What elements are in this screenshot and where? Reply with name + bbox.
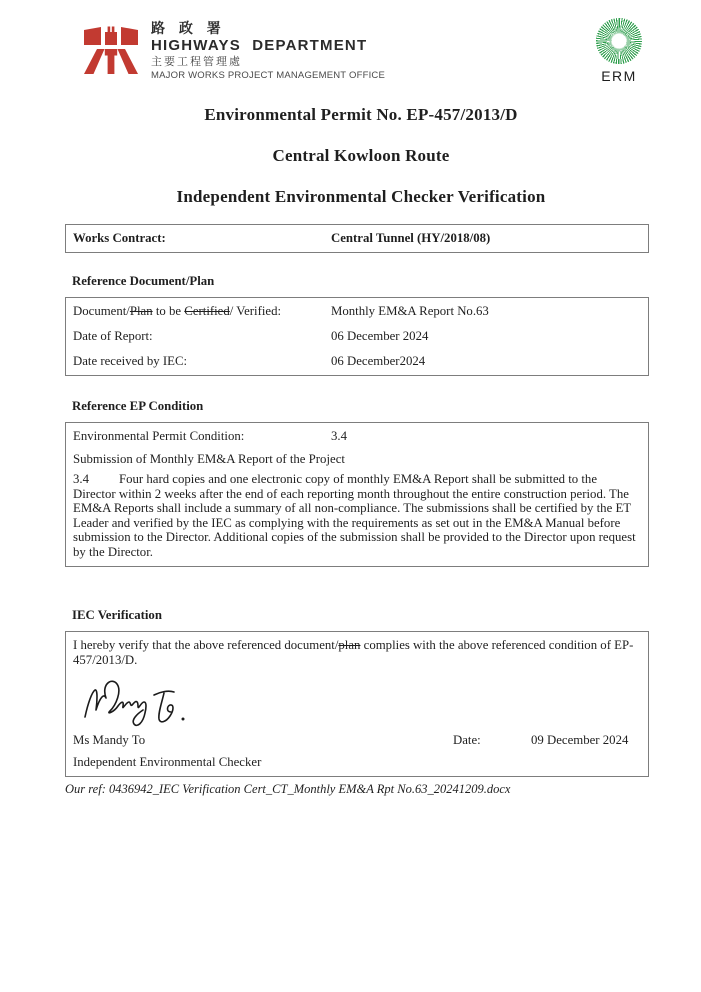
document-type-title: Independent Environmental Checker Verification [176,187,546,206]
signatory-title: Independent Environmental Checker [73,754,262,769]
works-contract-value: Central Tunnel (HY/2018/08) [331,231,491,245]
signature-handwriting [77,675,227,731]
date-value: 09 December 2024 [531,732,629,747]
our-ref-line: Our ref: 0436942_IEC Verification Cert_CT_Monthly EM&A Rpt No.63_20241209.docx [65,782,511,796]
hyd-chinese-name: 路 政 署 [151,20,226,36]
erm-logo [589,18,649,84]
verification-statement: I hereby verify that the above referenced document/plan complies with the above referenced condition of EP-457/2013/D. [73,637,634,668]
ep-condition-value: 3.4 [331,429,347,443]
document-to-be-verified-value: Monthly EM&A Report No.63 [331,304,489,318]
date-received-row [73,354,641,369]
works-contract-row [73,231,641,246]
works-contract-label: Works Contract: [73,231,166,245]
permit-number-title: Environmental Permit No. EP-457/2013/D [204,105,518,124]
clause-text: Four hard copies and one electronic copy of monthly EM&A Report shall be submitted to the Director within 2 weeks after the end of each reporting month throughout the entire construction period. The EM&A Reports shall include a summary of all non-compliance. The submissions shall be certified by the ET Leader and verified by the IEC as complying with the requirements as set out in the EM&A Manual before submission to the Director. Additional copies of the submission shall be provided to the Director upon request by the Director. [73,472,636,559]
reference-document-heading: Reference Document/Plan [72,274,215,288]
highways-department-logo [80,18,385,85]
project-title: Central Kowloon Route [272,146,450,165]
date-of-report-row [73,329,641,344]
signatory-row [73,733,641,749]
date-label: Date: [453,732,481,747]
hyd-english-office: MAJOR WORKS PROJECT MANAGEMENT OFFICE [151,69,386,81]
document-header [80,18,649,85]
ep-condition-subtitle: Submission of Monthly EM&A Report of the Project [73,452,345,466]
works-contract-box [65,224,649,253]
ep-condition-row [73,429,641,444]
hyd-chinese-office: 主要工程管理處 [151,56,242,69]
ep-condition-clause [73,472,641,560]
document-to-be-verified-label: Document/Plan to be Certified/ Verified: [73,304,282,318]
ep-condition-label: Environmental Permit Condition: [73,429,245,443]
reference-document-box [65,297,649,376]
iec-verification-heading: IEC Verification [72,607,162,622]
reference-ep-condition-box [65,422,649,567]
reference-ep-condition-heading: Reference EP Condition [72,399,204,413]
date-of-report-value: 06 December 2024 [331,329,429,343]
erm-logo-label: ERM [601,68,637,84]
iec-verification-box [65,631,649,777]
hyd-logo-text [151,21,385,85]
signatory-name: Ms Mandy To [73,732,146,747]
title-block [65,104,657,227]
date-of-report-label: Date of Report: [73,329,153,343]
hyd-english-name: HIGHWAYS DEPARTMENT [151,36,368,54]
hyd-road-emblem-icon [80,18,142,85]
clause-number: 3.4 [73,472,89,486]
erm-sunburst-icon [596,18,642,64]
document-to-be-verified-row [73,304,641,319]
date-received-label: Date received by IEC: [73,354,188,368]
document-body [65,224,649,777]
date-received-value: 06 December2024 [331,354,426,368]
